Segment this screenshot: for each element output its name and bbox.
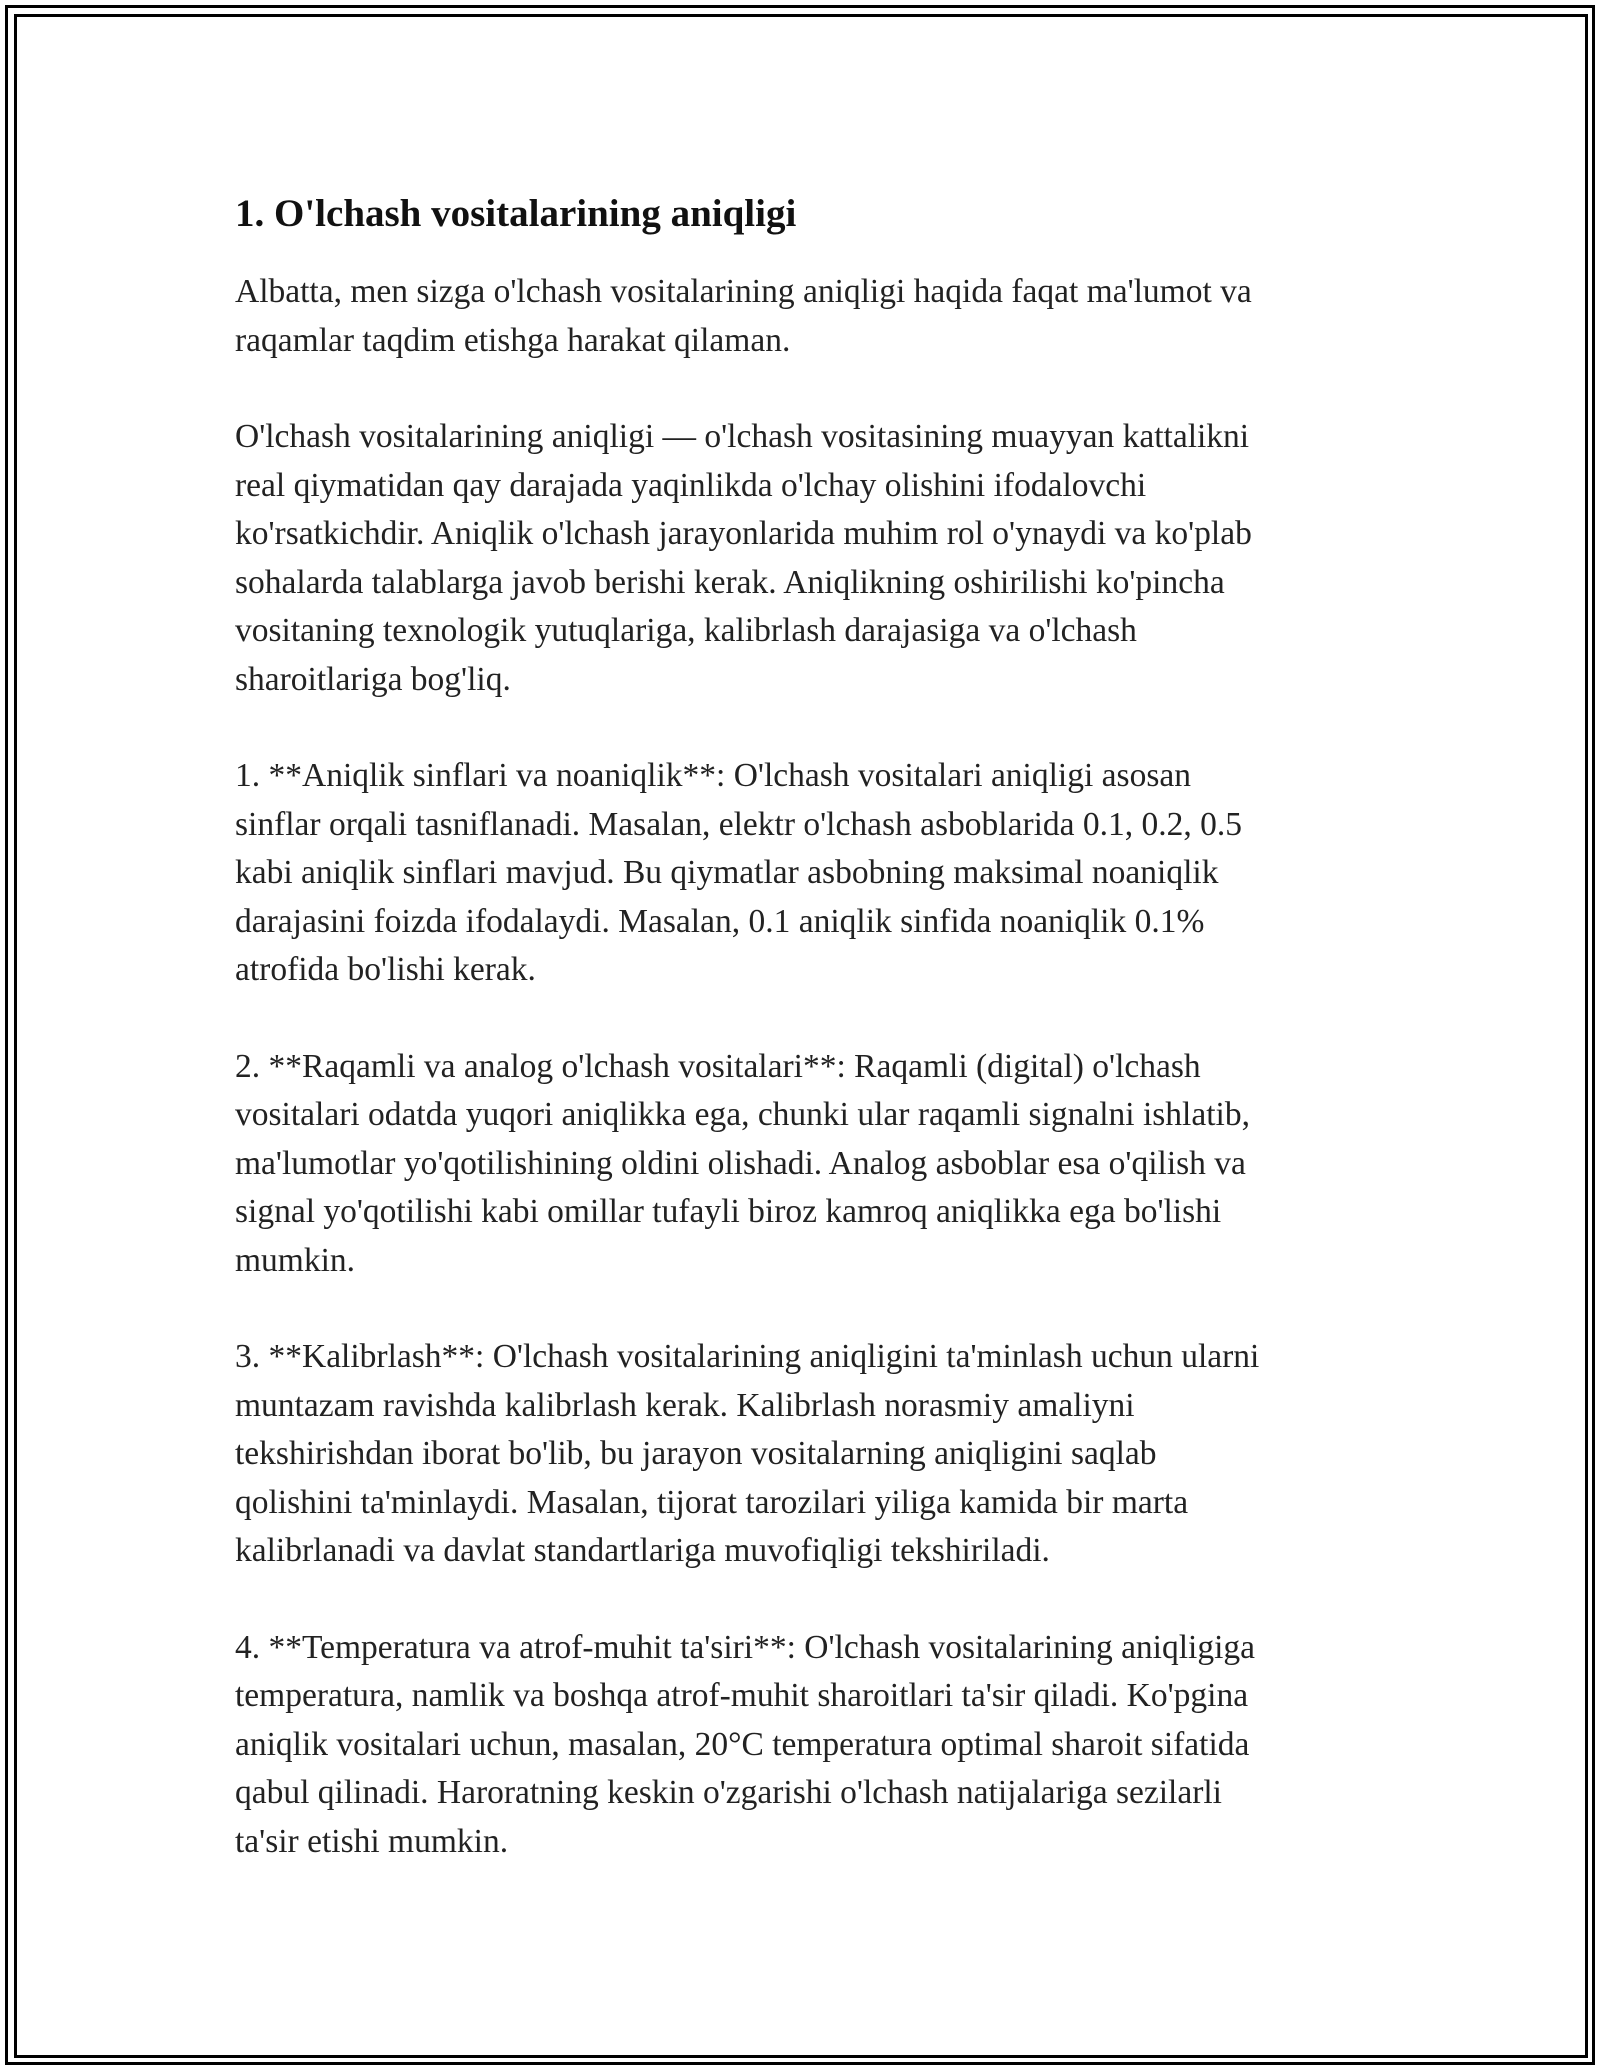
paragraph-temperature: 4. **Temperatura va atrof-muhit ta'siri**: O'lchash vositalarining aniqligiga temperatura, namlik va boshqa atrof-muhit sharoitlari ta'sir qiladi. Ko'pgina aniqlik vositalari uchun, masalan, 20°C temperatura optimal sharoit sifatida qabul qilinadi. Haroratning keskin o'zgarishi o'lchash natijalariga sezilarli ta'sir etishi mumkin. <box>235 1628 1256 1860</box>
paragraph-calibration: 3. **Kalibrlash**: O'lchash vositalarining aniqligini ta'minlash uchun ularni muntazam ravishda kalibrlash kerak. Kalibrlash norasmiy amaliyni tekshirishdan iborat bo'lib, bu jarayon vositalarning aniqligini saqlab qolishini ta'minlaydi. Masalan, tijorat tarozilari yiliga kamida bir marta kalibrlanadi va davlat standartlariga muvofiqligi tekshiriladi. <box>235 1338 1260 1569</box>
paragraph-digital-analog: 2. **Raqamli va analog o'lchash vositalari**: Raqamli (digital) o'lchash vositalari odatda yuqori aniqlikka ega, chunki ular raqamli signalni ishlatib, ma'lumotlar yo'qotilishining oldini olishadi. Analog asboblar esa o'qilish va signal yo'qotilishi kabi omillar tufayli biroz kamroq aniqlikka ega bo'lishi mumkin. <box>235 1047 1250 1279</box>
paragraph-accuracy-classes: 1. **Aniqlik sinflari va noaniqlik**: O'lchash vositalari aniqligi asosan sinflar orqali tasniflanadi. Masalan, elektr o'lchash asboblarida 0.1, 0.2, 0.5 kabi aniqlik sinflari mavjud. Bu qiymatlar asbobning maksimal noaniqlik darajasini foizda ifodalaydi. Masalan, 0.1 aniqlik sinfida noaniqlik 0.1% atrofida bo'lishi kerak. <box>235 757 1243 988</box>
document-body <box>235 188 1370 1914</box>
section-heading: 1. O'lchash vositalarining aniqligi <box>235 192 797 235</box>
paragraph-definition: O'lchash vositalarining aniqligi — o'lchash vositasining muayyan kattalikni real qiymatidan qay darajada yaqinlikda o'lchay olishini ifodalovchi ko'rsatkichdir. Aniqlik o'lchash jarayonlarida muhim rol o'ynaydi va ko'plab sohalarda talablarga javob berishi kerak. Aniqlikning oshirilishi ko'pincha vositaning texnologik yutuqlariga, kalibrlash darajasiga va o'lchash sharoitlariga bog'liq. <box>235 418 1252 698</box>
paragraph-intro: Albatta, men sizga o'lchash vositalarining aniqligi haqida faqat ma'lumot va raqamlar taqdim etishga harakat qilaman. <box>235 273 1252 359</box>
